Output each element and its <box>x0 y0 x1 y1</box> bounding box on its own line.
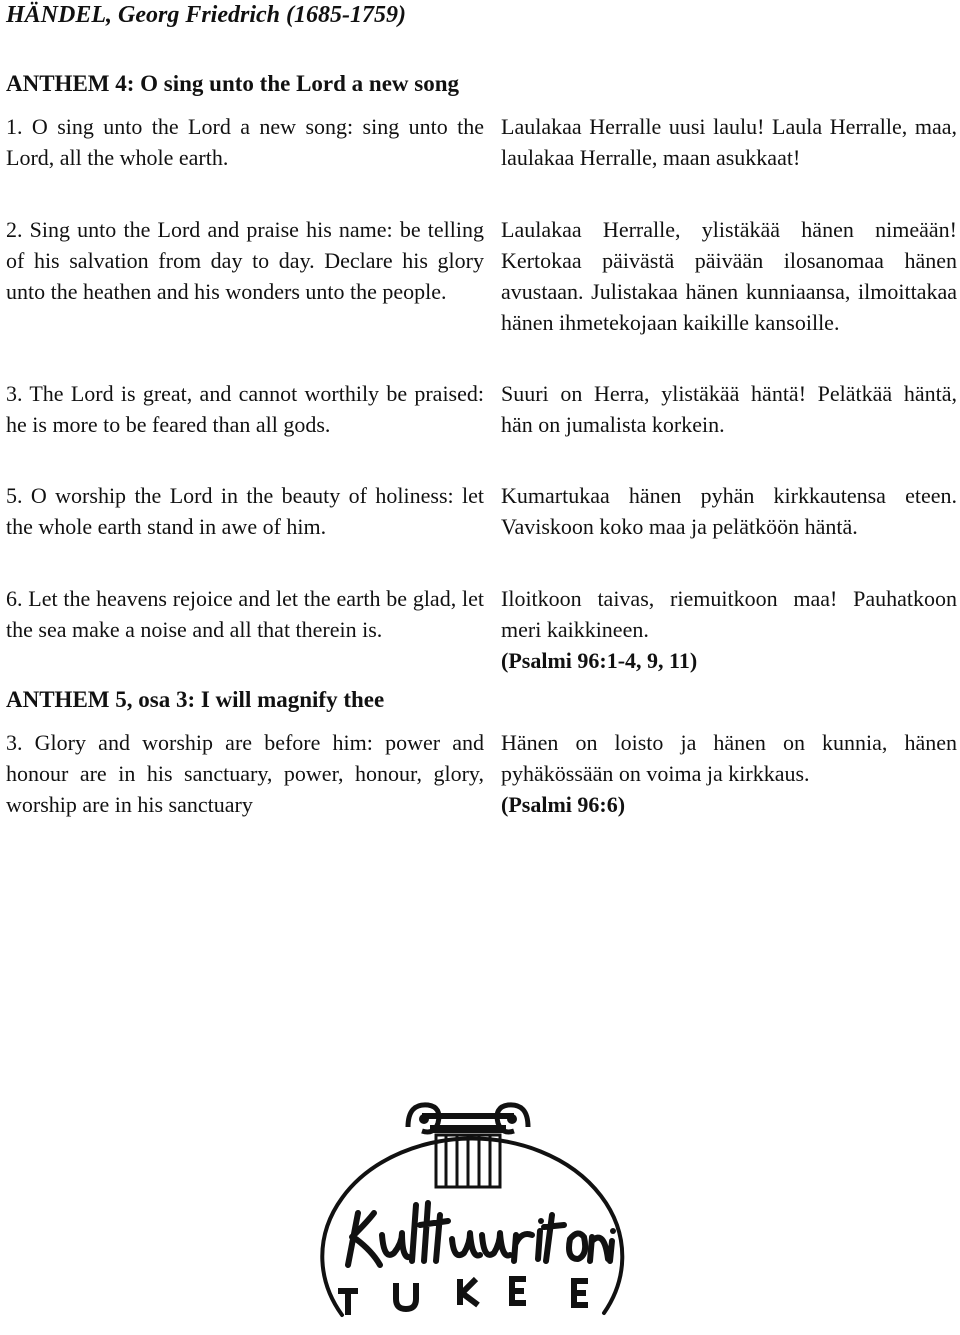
verse-finnish: Suuri on Herra, ylistäkää häntä! Pelätkää häntä, hän on jumalista korkein. <box>501 381 957 437</box>
verse-finnish <box>501 583 957 676</box>
verse-english: 5. O worship the Lord in the beauty of holiness: let the whole earth stand in awe of him. <box>6 483 484 539</box>
verse-finnish-text: Hänen on loisto ja hänen on kunnia, hänen pyhäkössään on voima ja kirkkaus. <box>501 730 957 786</box>
verse-english: 3. Glory and worship are before him: power and honour are in his sanctuary, power, honour, glory, worship are in his sanctuary <box>6 730 484 817</box>
verse-english: 2. Sing unto the Lord and praise his name: be telling of his salvation from day to day. Declare his glory unto the heathen and his wonders unto the people. <box>6 217 484 304</box>
psalm-reference: (Psalmi 96:6) <box>501 792 626 817</box>
anthem-4-title: ANTHEM 4: O sing unto the Lord a new song <box>6 71 460 96</box>
verse-finnish: Laulakaa Herralle uusi laulu! Laula Herralle, maa, laulakaa Herralle, maan asukkaat! <box>501 114 957 170</box>
ionic-column-logo-icon <box>312 1075 632 1325</box>
verse-finnish <box>501 727 957 820</box>
verse-finnish-text: Iloitkoon taivas, riemuitkoon maa! Pauhatkoon meri kaikkineen. <box>501 586 957 642</box>
verse-english: 6. Let the heavens rejoice and let the earth be glad, let the sea make a noise and all that therein is. <box>6 586 484 642</box>
verse-finnish: Kumartukaa hänen pyhän kirkkautensa eteen. Vaviskoon koko maa ja pelätköön häntä. <box>501 483 957 539</box>
verse-english: 3. The Lord is great, and cannot worthily be praised: he is more to be feared than all gods. <box>6 381 484 437</box>
verse-english: 1. O sing unto the Lord a new song: sing unto the Lord, all the whole earth. <box>6 114 484 170</box>
composer-heading: HÄNDEL, Georg Friedrich (1685-1759) <box>6 2 406 28</box>
psalm-reference: (Psalmi 96:1-4, 9, 11) <box>501 648 698 673</box>
verse-finnish: Laulakaa Herralle, ylistäkää hänen nimeään! Kertokaa päivästä päivään ilosanomaa hänen avustaan. Julistakaa hänen kunniaansa, ilmoittakaa hänen ihmetekojaan kaikille kansoille. <box>501 217 957 335</box>
kulttuuritoimi-logo <box>312 1075 632 1325</box>
anthem-5-title: ANTHEM 5, osa 3: I will magnify thee <box>6 687 385 712</box>
